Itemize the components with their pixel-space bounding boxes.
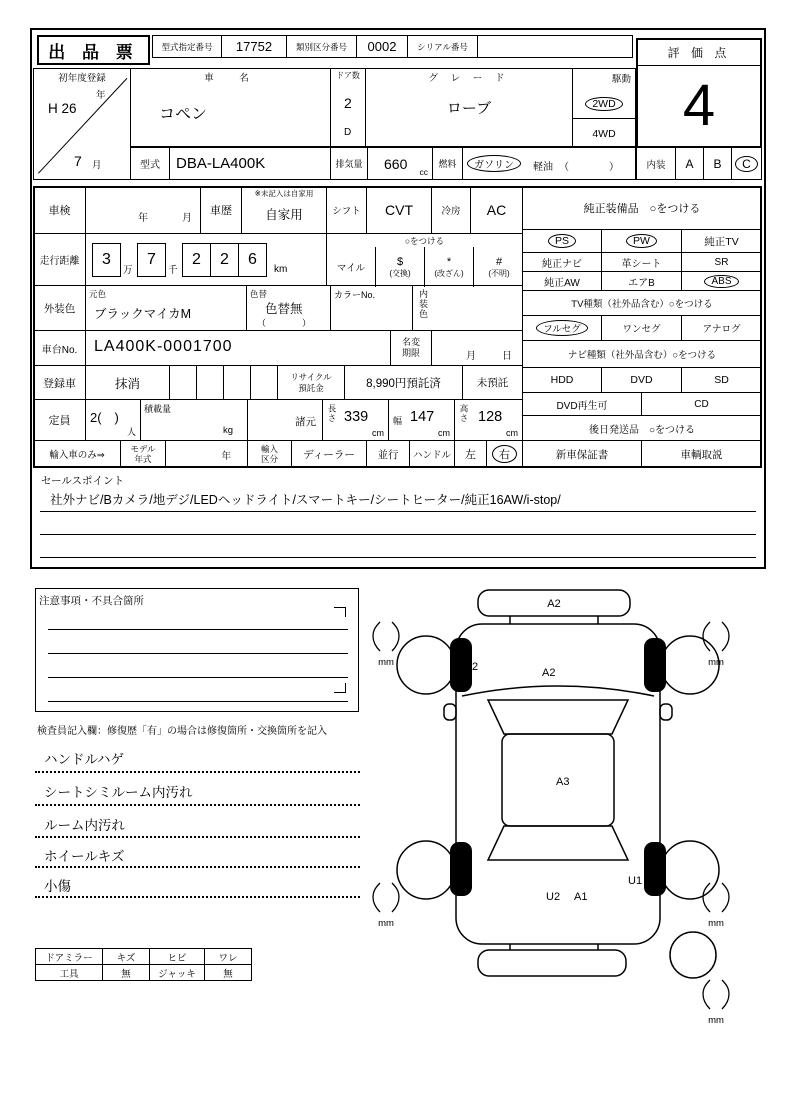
damage-code-rear-right: U1 <box>628 875 643 887</box>
handle-right-selected <box>486 440 523 468</box>
warranty-book: 新車保証書 <box>522 440 642 468</box>
serial-label: シリアル番号 <box>407 35 478 58</box>
recycle-not-deposited: 未預託 <box>462 365 523 400</box>
shift-label: シフト <box>326 186 367 234</box>
rear-window <box>488 826 628 860</box>
defect-item: ホイールキズ <box>44 849 125 864</box>
mm-unit-label: mm <box>708 657 724 668</box>
registration-value: 抹消 <box>85 365 170 400</box>
serial-value-empty <box>477 35 633 58</box>
import-parallel: 並行 <box>366 440 410 468</box>
displacement-label: 排気量 <box>330 147 368 180</box>
bracket-icon <box>722 883 729 912</box>
later-shipping-header: 後日発送品 ○をつける <box>522 415 762 441</box>
car-damage-diagram <box>360 578 765 1038</box>
empty-cell <box>169 365 197 400</box>
equip-genuine-tv: 純正TV <box>681 229 762 253</box>
mm-unit-label: mm <box>708 1015 724 1026</box>
rear-right-wheel <box>661 841 719 899</box>
empty-cell <box>250 365 278 400</box>
cooling-value: AC <box>470 186 523 234</box>
interior-grade-b: B <box>703 147 732 180</box>
notes-box: 注意事項・不具合箇所 <box>35 588 359 712</box>
recycle-deposit-value: 8,990円預託済 <box>344 365 463 400</box>
repaint-cell: 色替 色替無 （ ） <box>246 285 331 331</box>
rule-line <box>48 677 348 678</box>
mileage-digit: 6 <box>238 243 267 277</box>
tool-cell-none1: 無 <box>102 964 150 981</box>
bracket-icon <box>722 980 729 1009</box>
dotted-line <box>35 836 360 838</box>
damage-code-roof: A3 <box>556 776 570 788</box>
front-left-wheel <box>397 636 455 694</box>
interior-color-cell: 内装色 <box>412 285 523 331</box>
score-value: 4 <box>682 72 716 138</box>
rear-right-arch <box>644 842 666 896</box>
color-no-cell: カラーNo. <box>330 285 413 331</box>
tool-cell-break: ワレ <box>204 948 252 965</box>
dotted-line <box>35 804 360 806</box>
sales-point-label: セールスポイント <box>41 475 125 487</box>
name-change-label: 名変 期限 <box>390 330 432 366</box>
score-box <box>636 38 762 148</box>
rear-bumper <box>478 950 626 976</box>
mileage-digit: 7 <box>137 243 166 277</box>
model-year-value: 年 <box>165 440 248 468</box>
tool-cell-door-mirror: ドアミラー <box>35 948 103 965</box>
drive-cell: 駆動 2WD 4WD <box>572 68 636 147</box>
model-code-value: 17752 <box>221 35 287 58</box>
selection-circle: PS <box>548 234 576 248</box>
tv-oneseg: ワンセグ <box>601 315 682 341</box>
tv-fullseg-selected <box>522 315 602 341</box>
height-cell: 高さ 128 cm <box>454 399 523 441</box>
mileage-label: 走行距離 <box>33 233 86 286</box>
bracket-icon <box>703 980 710 1009</box>
selection-circle: 右 <box>492 445 517 463</box>
spare-tire <box>670 932 716 978</box>
rule-line <box>40 511 756 512</box>
rule-line <box>48 653 348 654</box>
defect-item: 小傷 <box>44 879 71 894</box>
import-only-label: 輸入車のみ⇒ <box>33 440 121 468</box>
selection-circle: ABS <box>704 275 738 288</box>
interior-grade-a: A <box>675 147 704 180</box>
drive-2wd-selected <box>573 89 635 119</box>
import-dealer: ディーラー <box>291 440 367 468</box>
equip-ps-selected <box>522 229 602 253</box>
left-mirror <box>444 704 456 720</box>
grade-cell: グ レ ー ド ローブ <box>365 68 573 147</box>
interior-grade-label: 内装 <box>636 147 676 180</box>
equip-abs-selected <box>681 271 762 291</box>
first-registration-cell: 初年度登録 年 H 26 7 月 <box>33 68 131 180</box>
car-manual: 車輌取説 <box>641 440 762 468</box>
shift-value: CVT <box>366 186 432 234</box>
fuel-label: 燃料 <box>432 147 463 180</box>
cd: CD <box>641 392 762 416</box>
form-title <box>37 35 150 65</box>
equip-sunroof: SR <box>681 252 762 272</box>
damage-code-hood: A2 <box>542 667 556 679</box>
dvd-playable: DVD再生可 <box>522 392 642 416</box>
mileage-digit: 2 <box>210 243 239 277</box>
tv-type-header: TV種類（社外品含む）○をつける <box>522 290 762 316</box>
tool-cell-crack: ヒビ <box>149 948 205 965</box>
rear-left-arch <box>450 842 472 896</box>
sales-point-text: 社外ナビ/Bカメラ/地デジ/LEDヘッドライト/スマートキー/シートヒーター/純正16AW/i-stop/ <box>50 493 561 507</box>
equip-genuine-aw: 純正AW <box>522 271 602 291</box>
mileage-mark-exchange: $ (交換) <box>376 247 425 287</box>
name-change-value: 月 日 <box>431 330 523 366</box>
mileage-digit: 2 <box>182 243 211 277</box>
selection-circle: PW <box>626 234 657 248</box>
selection-circle: 2WD <box>585 97 622 111</box>
navi-hdd: HDD <box>522 367 602 393</box>
tool-cell-scratch: キズ <box>102 948 150 965</box>
capacity-label: 定員 <box>33 399 86 441</box>
tool-cell-none2: 無 <box>204 964 252 981</box>
equip-leather-seat: 革シート <box>601 252 682 272</box>
rule-line <box>40 557 756 558</box>
tool-cell-tools: 工具 <box>35 964 103 981</box>
form-title-text: 出 品 票 <box>48 42 139 62</box>
rule-line <box>48 629 348 630</box>
corner-mark <box>334 683 346 693</box>
history-value: ※未記入は自家用 自家用 <box>241 186 327 234</box>
mm-unit-label: mm <box>708 918 724 929</box>
chassis-no-value: LA400K-0001700 <box>85 330 391 366</box>
right-mirror <box>660 704 672 720</box>
diagonal-line <box>38 78 127 174</box>
class-code-label: 類別区分番号 <box>286 35 357 58</box>
class-code-value: 0002 <box>356 35 408 58</box>
tool-cell-jack: ジャッキ <box>149 964 205 981</box>
import-type-label: 輸入 区分 <box>247 440 292 468</box>
mm-unit-label: mm <box>378 657 394 668</box>
rule-line <box>40 534 756 535</box>
empty-cell <box>196 365 224 400</box>
windshield <box>488 700 628 734</box>
corner-mark <box>334 607 346 617</box>
bracket-icon <box>722 622 729 651</box>
mileage-mark-tampered: * (改ざん) <box>425 247 474 287</box>
shaken-value: 年 月 <box>85 186 201 234</box>
dotted-line <box>35 866 360 868</box>
equip-pw-selected <box>601 229 682 253</box>
handle-label: ハンドル <box>409 440 455 468</box>
mileage-marks: ○をつける マイル $ (交換) * (改ざん) # (不明) <box>326 233 523 286</box>
hood-line <box>462 686 654 696</box>
selection-circle: C <box>735 156 758 172</box>
load-capacity-cell: 積載量 kg <box>140 399 248 441</box>
length-cell: 長さ 339 cm <box>322 399 389 441</box>
navi-dvd: DVD <box>601 367 682 393</box>
interior-grade-c-selected <box>731 147 762 180</box>
model-value: DBA-LA400K <box>169 147 331 180</box>
mileage-digit: 3 <box>92 243 121 277</box>
model-year-label: モデル 年式 <box>120 440 166 468</box>
spec-label-cell: 諸元 <box>247 399 323 441</box>
recycle-deposit-label: リサイクル 預託金 <box>277 365 345 400</box>
mileage-value: 3 万 7 千 2 2 6 km <box>85 233 327 286</box>
drive-4wd: 4WD <box>592 127 616 140</box>
defect-item: ルーム内汚れ <box>44 818 125 833</box>
equip-airbag: エアB <box>601 271 682 291</box>
handle-left: 左 <box>454 440 487 468</box>
fuel-value: ガソリン 軽油 （ ） <box>462 147 636 180</box>
bracket-icon <box>703 883 710 912</box>
damage-code-rear-1: U2 <box>546 891 561 903</box>
model-code-label: 型式指定番号 <box>152 35 222 58</box>
mileage-mile: マイル <box>327 247 376 287</box>
car-name-cell: 車 名 コペン <box>130 68 331 147</box>
navi-type-header: ナビ種類（社外品含む）○をつける <box>522 340 762 368</box>
rear-left-wheel <box>397 841 455 899</box>
mm-unit-label: mm <box>378 918 394 929</box>
defect-item: シートシミルーム内汚れ <box>44 785 193 800</box>
rule-line <box>48 701 348 702</box>
history-label: 車歴 <box>200 186 242 234</box>
exterior-color-label: 外装色 <box>33 285 86 331</box>
dotted-line <box>35 896 360 898</box>
bracket-icon <box>392 883 399 912</box>
defect-item: ハンドルハゲ <box>44 752 125 767</box>
selection-circle: フルセグ <box>536 320 588 336</box>
bracket-icon <box>373 622 380 651</box>
width-cell: 幅 147 cm <box>388 399 455 441</box>
navi-sd: SD <box>681 367 762 393</box>
registration-label: 登録車 <box>33 365 86 400</box>
inspector-header: 検査員記入欄：修復歴「有」の場合は修復箇所・交換箇所を記入 <box>37 726 327 737</box>
displacement-value: 660 cc <box>367 147 433 180</box>
damage-code-front-left: U2 <box>464 661 479 673</box>
bracket-icon <box>392 622 399 651</box>
score-label: 評 価 点 <box>638 40 760 66</box>
bracket-icon <box>373 883 380 912</box>
chassis-no-label: 車台No. <box>33 330 86 366</box>
exterior-color-value: 元色 ブラックマイカM <box>85 285 247 331</box>
shaken-label: 車検 <box>33 186 86 234</box>
mileage-mark-unknown: # (不明) <box>488 255 510 278</box>
fuel-gasoline-selected <box>467 155 521 173</box>
tv-analog: アナログ <box>681 315 762 341</box>
model-label: 型式 <box>130 147 170 180</box>
equip-genuine-navi: 純正ナビ <box>522 252 602 272</box>
empty-cell <box>223 365 251 400</box>
bracket-icon <box>703 622 710 651</box>
equipment-header: 純正装備品 ○をつける <box>522 186 762 230</box>
damage-code-rear-2: A1 <box>574 891 588 903</box>
front-right-arch <box>644 638 666 692</box>
capacity-value: 2( ) 人 <box>85 399 141 441</box>
dotted-line <box>35 771 360 773</box>
damage-code-front-bumper: A2 <box>547 598 561 610</box>
cooling-label: 冷房 <box>431 186 471 234</box>
selection-circle: ガソリン <box>467 155 521 172</box>
doors-cell: ドア数 2 D <box>330 68 366 147</box>
